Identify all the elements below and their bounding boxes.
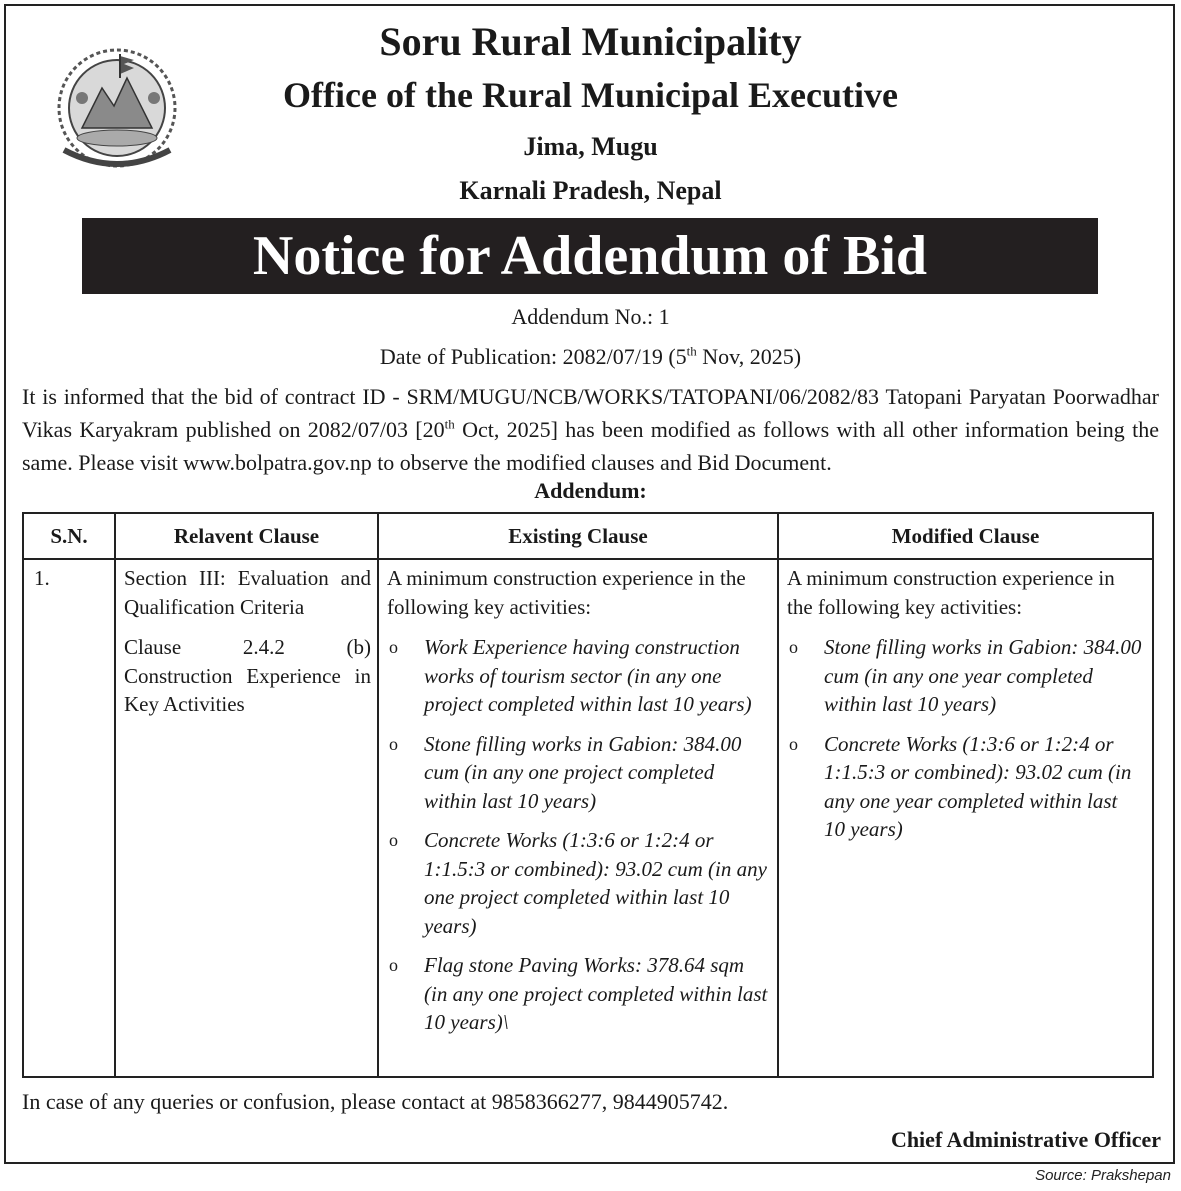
- existing-clause-list: [387, 633, 769, 1037]
- list-item: [787, 730, 1142, 844]
- addendum-table: [22, 512, 1154, 1078]
- source-credit: Source: Prakshepan: [1035, 1167, 1171, 1184]
- bullet-icon: o: [789, 637, 798, 657]
- contact-line: In case of any queries or confusion, please contact at 9858366277, 9844905742.: [22, 1089, 729, 1114]
- addendum-number: Addendum No.: 1: [511, 304, 670, 329]
- existing-item-text: Stone filling works in Gabion: 384.00 cum (in any one project completed within last 10 years): [424, 731, 742, 813]
- modified-item-text: Stone filling works in Gabion: 384.00 cum (in any one year completed within last 10 years): [824, 635, 1142, 716]
- column-header-sn: S.N.: [23, 513, 115, 559]
- list-item: [387, 951, 769, 1037]
- column-header-relevant-clause: Relavent Clause: [115, 513, 378, 559]
- publication-date-suffix: Nov, 2025): [696, 344, 802, 369]
- bullet-icon: o: [389, 830, 398, 850]
- publication-date: [0, 344, 1181, 370]
- existing-item-text: Concrete Works (1:3:6 or 1:2:4 or 1:1.5:3 or combined): 93.02 cum (in any one project completed within last 10 years): [424, 828, 767, 938]
- bullet-icon: o: [389, 733, 398, 754]
- relevant-clause-cell: [115, 559, 378, 1077]
- existing-item-text: Flag stone Paving Works: 378.64 sqm (in any one project completed within last 10 years)\: [424, 953, 768, 1034]
- modified-clause-intro: A minimum construction experience in the following key activities:: [787, 566, 1115, 619]
- modified-clause-cell: [778, 559, 1153, 1077]
- list-item: [787, 633, 1142, 719]
- column-header-modified-clause: Modified Clause: [778, 513, 1153, 559]
- office-location: Jima, Mugu: [523, 132, 658, 161]
- signoff-title: Chief Administrative Officer: [890, 1127, 1161, 1152]
- notice-body-part1: It is informed that the bid of contract ID - SRM/MUGU/NCB/WORKS/TATOPANI/06/2082/83 Tatopani Paryatan Poorwadhar Vikas Karyakram published on 2082/07/03 [20: [22, 384, 1159, 442]
- notice-body-part2: Oct, 2025] has been modified as follows with all other information being the same. Please visit www.bolpatra.gov.np to observe the modified clauses and Bid Document.: [22, 417, 1159, 475]
- publication-date-ordinal: th: [686, 343, 697, 359]
- column-header-existing-clause: Existing Clause: [378, 513, 778, 559]
- modified-clause-list: [787, 633, 1142, 844]
- clause-section: Section III: Evaluation and Qualification Criteria: [124, 566, 371, 619]
- office-name: Office of the Rural Municipal Executive: [283, 75, 898, 115]
- clause-detail: Clause 2.4.2 (b) Construction Experience in Key Activities: [124, 635, 371, 716]
- bullet-icon: o: [389, 637, 398, 657]
- list-item: [387, 826, 769, 940]
- modified-item-text: Concrete Works (1:3:6 or 1:2:4 or 1:1.5:3 or combined): 93.02 cum (in any one year completed within last 10 years): [824, 731, 1132, 841]
- notice-body: [22, 380, 1159, 479]
- office-province: Karnali Pradesh, Nepal: [459, 176, 722, 205]
- bullet-icon: o: [389, 955, 398, 975]
- notice-body-ordinal: th: [444, 416, 455, 432]
- table-header-row: [23, 513, 1153, 559]
- row-serial-number: 1.: [23, 559, 115, 1077]
- addendum-heading: Addendum:: [534, 478, 647, 503]
- list-item: [387, 730, 769, 816]
- publication-date-prefix: Date of Publication: 2082/07/19 (5: [379, 344, 687, 369]
- existing-clause-cell: [378, 559, 778, 1077]
- municipality-name: Soru Rural Municipality: [379, 19, 802, 64]
- existing-clause-intro: A minimum construction experience in the following key activities:: [387, 566, 746, 619]
- existing-item-text: Work Experience having construction works of tourism sector (in any one project completed within last 10 years): [424, 635, 752, 716]
- table-row: [23, 559, 1153, 1077]
- notice-title-banner: Notice for Addendum of Bid: [82, 218, 1098, 294]
- bullet-icon: o: [789, 733, 798, 754]
- list-item: [387, 633, 769, 719]
